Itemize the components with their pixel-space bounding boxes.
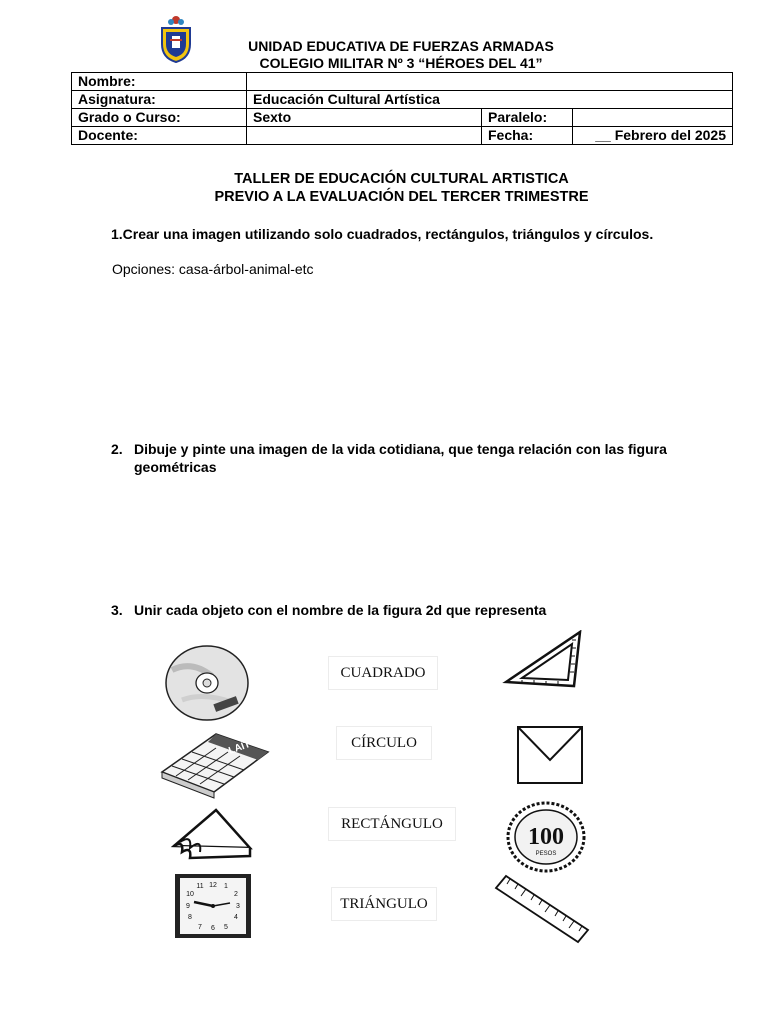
word-circulo[interactable]: CÍRCULO bbox=[336, 726, 432, 760]
ruler-icon bbox=[494, 874, 590, 951]
clock-number: 2 bbox=[234, 891, 238, 898]
question-1-options: Opciones: casa-árbol-animal-etc bbox=[112, 261, 314, 277]
clock-number: 6 bbox=[211, 925, 215, 932]
clock-number: 11 bbox=[196, 883, 204, 890]
envelope-icon bbox=[516, 724, 584, 791]
table-row bbox=[72, 73, 733, 91]
clock-number: 4 bbox=[234, 914, 238, 921]
word-rectangulo[interactable]: RECTÁNGULO bbox=[328, 807, 456, 841]
asignatura-label: Asignatura: bbox=[72, 91, 247, 109]
worksheet-subtitle: PREVIO A LA EVALUACIÓN DEL TERCER TRIMESTRE bbox=[214, 189, 589, 205]
asignatura-value: Educación Cultural Artística bbox=[247, 91, 733, 109]
clock-number: 12 bbox=[209, 882, 217, 889]
clock-number: 9 bbox=[186, 903, 190, 910]
set-square-icon bbox=[502, 630, 584, 695]
docente-field[interactable] bbox=[247, 127, 482, 145]
school-subname: COLEGIO MILITAR Nº 3 “HÉROES DEL 41” bbox=[259, 55, 543, 71]
word-cuadrado[interactable]: CUADRADO bbox=[328, 656, 438, 690]
worksheet-title: TALLER DE EDUCACIÓN CULTURAL ARTISTICA bbox=[234, 171, 569, 187]
question-3-number: 3. bbox=[111, 602, 123, 618]
sandwich-icon bbox=[170, 806, 254, 867]
clock-number: 3 bbox=[236, 903, 240, 910]
school-crest-icon bbox=[158, 14, 194, 64]
fecha-label: Fecha: bbox=[482, 127, 573, 145]
word-triangulo[interactable]: TRIÁNGULO bbox=[331, 887, 437, 921]
fecha-value: __ Febrero del 2025 bbox=[573, 127, 733, 145]
nombre-field[interactable] bbox=[247, 73, 733, 91]
paralelo-label: Paralelo: bbox=[482, 109, 573, 127]
clock-number: 8 bbox=[188, 914, 192, 921]
coin-icon bbox=[504, 800, 588, 879]
question-2-line1: Dibuje y pinte una imagen de la vida cotidiana, que tenga relación con las figura bbox=[134, 441, 667, 457]
table-row bbox=[72, 91, 733, 109]
question-1: 1.Crear una imagen utilizando solo cuadrados, rectángulos, triángulos y círculos. bbox=[111, 226, 654, 242]
question-2-line2: geométricas bbox=[134, 459, 217, 475]
docente-label: Docente: bbox=[72, 127, 247, 145]
clock-number: 7 bbox=[198, 924, 202, 931]
nombre-label: Nombre: bbox=[72, 73, 247, 91]
grado-label: Grado o Curso: bbox=[72, 109, 247, 127]
coin-value: 100 bbox=[528, 824, 564, 850]
chocolate-bar-icon bbox=[158, 726, 272, 805]
question-3: Unir cada objeto con el nombre de la figura 2d que representa bbox=[134, 602, 547, 618]
paralelo-field[interactable] bbox=[573, 109, 733, 127]
coin-subtext: PESOS bbox=[535, 851, 557, 857]
grado-value: Sexto bbox=[247, 109, 482, 127]
table-row bbox=[72, 109, 733, 127]
school-name: UNIDAD EDUCATIVA DE FUERZAS ARMADAS bbox=[248, 38, 554, 54]
chocolate-label: LAIT bbox=[227, 738, 252, 757]
question-2-number: 2. bbox=[111, 441, 123, 457]
clock-number: 1 bbox=[224, 883, 228, 890]
wall-clock-icon bbox=[174, 873, 252, 944]
cd-disc-icon bbox=[162, 640, 252, 727]
question-2 bbox=[134, 440, 734, 476]
student-info-table bbox=[71, 72, 733, 145]
clock-number: 5 bbox=[224, 924, 228, 931]
clock-number: 10 bbox=[186, 891, 194, 898]
table-row bbox=[72, 127, 733, 145]
